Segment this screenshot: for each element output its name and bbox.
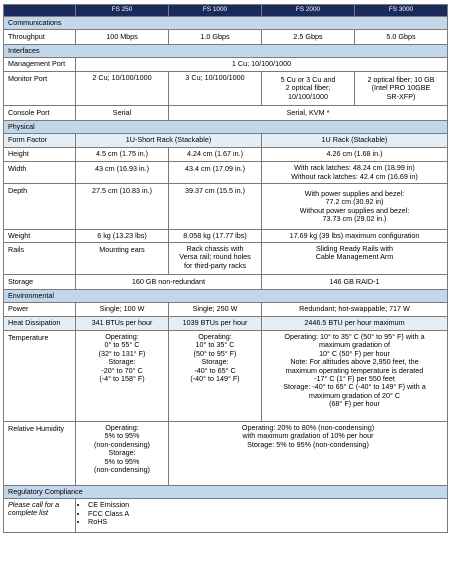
list-item: • CE Emission [88,501,445,510]
row-label: Management Port [4,58,76,72]
cell: 1039 BTUs per hour [169,317,262,331]
cell: 2 optical fiber; 10 GB (Intel PRO 10GBE SR-XFP) [355,72,448,106]
row-label: Storage [4,275,76,290]
cell: Single; 250 W [169,303,262,317]
row-temperature [4,331,448,422]
row-width [4,162,448,184]
row-management-port [4,58,448,72]
cell: 5 Cu or 3 Cu and 2 optical fiber; 10/100/1000 [262,72,355,106]
cell: With power supplies and bezel: 77.2 cm (30.92 in) Without power supplies and bezel: 73.73 cm (29.02 in.) [262,184,448,230]
cell: Operating: 10° to 35° C (50° to 95° F) Storage: -40° to 65° C (-40° to 149° F) [169,331,262,422]
row-heat-dissipation [4,317,448,331]
cell: Single; 100 W [76,303,169,317]
cell: Serial [76,106,169,121]
row-label: Heat Dissipation [4,317,76,331]
cell: 1U-Short Rack (Stackable) [76,134,262,148]
row-label: Height [4,148,76,162]
cell: 160 GB non-redundant [76,275,262,290]
header-fs2000: FS 2000 [262,5,355,17]
cell: Sliding Ready Rails with Cable Management Arm [262,243,448,275]
section-title: Communications [4,17,448,30]
cell: Redundant; hot-swappable; 717 W [262,303,448,317]
header-row [4,5,448,17]
section-regulatory [4,486,448,499]
row-storage [4,275,448,290]
cell: 146 GB RAID-1 [262,275,448,290]
cell: 100 Mbps [76,30,169,45]
cell: 2446.5 BTU per hour maximum [262,317,448,331]
row-label: Console Port [4,106,76,121]
cell: 1U Rack (Stackable) [262,134,448,148]
cell: 4.24 cm (1.67 in.) [169,148,262,162]
section-environmental [4,290,448,303]
row-weight [4,230,448,243]
section-title: Regulatory Compliance [4,486,448,499]
cell: 1 Cu; 10/100/1000 [76,58,448,72]
cell: 39.37 cm (15.5 in.) [169,184,262,230]
cell: 8.058 kg (17.77 lbs) [169,230,262,243]
cell: 341 BTUs per hour [76,317,169,331]
regulatory-list-cell [76,499,448,533]
cell: Operating: 5% to 95% (non-condensing) Storage: 5% to 95% (non-condensing) [76,422,169,486]
regulatory-note: Please call for a complete list [4,499,76,533]
row-console-port [4,106,448,121]
cell: 5.0 Gbps [355,30,448,45]
cell: Rack chassis with Versa rail; round holes for third-party racks [169,243,262,275]
section-title: Physical [4,121,448,134]
row-label: Relative Humidity [4,422,76,486]
cell: Operating: 0° to 55° C (32° to 131° F) Storage: -20° to 70° C (-4° to 158° F) [76,331,169,422]
header-fs3000: FS 3000 [355,5,448,17]
row-monitor-port [4,72,448,106]
row-form-factor [4,134,448,148]
cell: 4.5 cm (1.75 in.) [76,148,169,162]
cell: Operating: 20% to 80% (non-condensing) with maximum gradation of 10% per hour Storage: 5% to 95% (non-condensing) [169,422,448,486]
cell: Mounting ears [76,243,169,275]
row-depth [4,184,448,230]
row-rails [4,243,448,275]
row-label: Monitor Port [4,72,76,106]
cell: 4.26 cm (1.68 in.) [262,148,448,162]
row-label: Throughput [4,30,76,45]
cell: Serial, KVM * [169,106,448,121]
cell: 43 cm (16.93 in.) [76,162,169,184]
section-physical [4,121,448,134]
cell: 17.69 kg (39 lbs) maximum configuration [262,230,448,243]
row-label: Temperature [4,331,76,422]
row-throughput [4,30,448,45]
header-blank [4,5,76,17]
row-label: Weight [4,230,76,243]
row-power [4,303,448,317]
cell: 2 Cu; 10/100/1000 [76,72,169,106]
row-label: Form Factor [4,134,76,148]
row-label: Power [4,303,76,317]
header-fs250: FS 250 [76,5,169,17]
cell: With rack latches: 48.24 cm (18.99 in) Without rack latches: 42.4 cm (16.69 in) [262,162,448,184]
list-item: • FCC Class A [88,510,445,519]
section-communications [4,17,448,30]
row-label: Width [4,162,76,184]
cell: 43.4 cm (17.09 in.) [169,162,262,184]
row-regulatory [4,499,448,533]
cell: 27.5 cm (10.83 in.) [76,184,169,230]
section-title: Interfaces [4,45,448,58]
section-title: Environmental [4,290,448,303]
list-item: • RoHS [88,518,445,527]
cell: 1.0 Gbps [169,30,262,45]
spec-table [3,4,448,533]
regulatory-list [78,501,445,527]
cell: Operating: 10° to 35° C (50° to 95° F) with a maximum gradation of 10° C (50° F) per hour Note: For altitudes above 2,950 feet, the maximum operating temperature is derated -17° C (1° F) per 550 feet Storage: -40° to 65° C (-40° to 149° F) with a maximum gradation of 20° C (68° F) per hour [262,331,448,422]
cell: 6 kg (13.23 lbs) [76,230,169,243]
cell: 2.5 Gbps [262,30,355,45]
cell: 3 Cu; 10/100/1000 [169,72,262,106]
header-fs1000: FS 1000 [169,5,262,17]
row-label: Rails [4,243,76,275]
section-interfaces [4,45,448,58]
row-height [4,148,448,162]
row-relative-humidity [4,422,448,486]
row-label: Depth [4,184,76,230]
